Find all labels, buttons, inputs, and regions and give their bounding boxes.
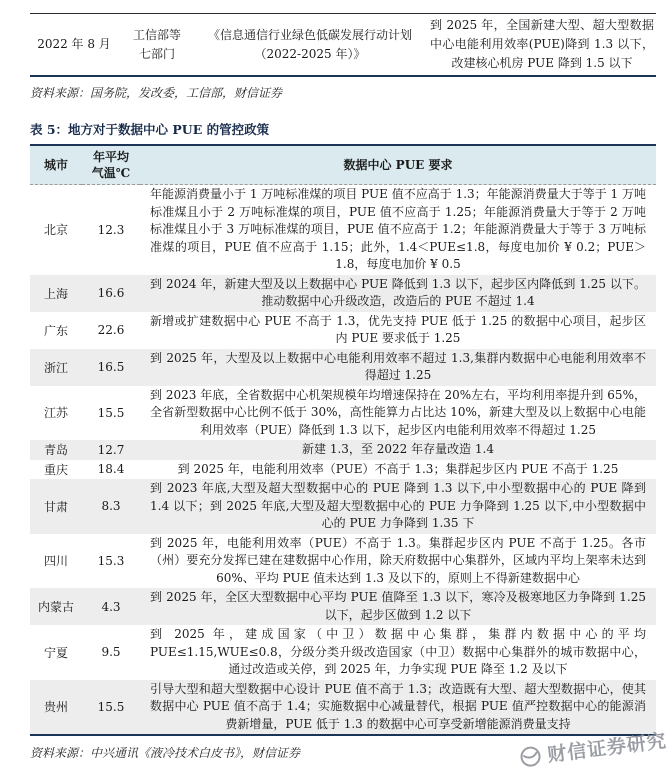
table-row [30, 440, 656, 460]
city-cell: 广东 [43, 323, 68, 338]
pue-requirement-cell: 到 2024 年，新建大型及以上数据中心 PUE 降低到 1.3 以下，起步区内降低到 1.25 以下。推动数据中心升级改造，改造后的 PUE 不超过 1.4 [150, 276, 646, 308]
city-cell: 甘肃 [43, 499, 68, 514]
header-temperature [82, 145, 140, 185]
header-city: 城市 [30, 145, 82, 185]
table-row [30, 588, 656, 625]
city-cell: 内蒙古 [37, 600, 74, 614]
temperature-cell: 22.6 [97, 323, 125, 337]
table5-title: 表 5：地方对于数据中心 PUE 的管控政策 [30, 122, 270, 137]
header-temp-line2: 气温℃ [91, 166, 131, 180]
policy-date-cell: 2022 年 8 月 [37, 37, 111, 51]
temperature-cell: 16.5 [97, 360, 125, 374]
header-row [30, 145, 656, 185]
temperature-cell: 15.5 [97, 699, 125, 714]
pue-requirement-cell: 到 2025 年，全区大型数据中心平均 PUE 值降至 1.3 以下，寒冷及极寒地区力争降到 1.25 以下，起步区做到 1.2 以下 [150, 590, 646, 622]
pue-requirement-cell: 到 2023 年底,大型及超大型数据中心的 PUE 降到 1.3 以下,中小型数据中心的 PUE 降到 1.4 以下；到 2025 年底,大型及超大型数据中心的 PUE 力争降到 1.25 以下,中小型数据中心的 PUE 力争降到 1.35 下 [150, 481, 646, 530]
pue-requirement-cell: 引导大型和超大型数据中心设计 PUE 值不高于 1.3；改造既有大型、超大型数据中心，使其数据中心 PUE 值不高于 1.4；实施数据中心减量替代，根据 PUE 值严控数据中心的能源消费新增量，PUE 低于 1.3 的数据中心可享受新增能源消费量支持 [150, 681, 646, 731]
table-row [30, 349, 656, 386]
temperature-cell: 8.3 [101, 499, 121, 514]
pue-requirement-cell: 到 2023 年底，全省数据中心机架规模年均增速保持在 20%左右，平均利用率提升到 65%，全省新型数据中心比例不低于 30%，高性能算力占比达 10%，新建大型及以上数据中心电能利用效率（PUE）降低到 1.3 以下，起步区内电能利用效率不得超过 1.25 [150, 387, 646, 437]
pue-policy-table [30, 144, 656, 736]
city-cell: 北京 [43, 223, 68, 238]
table-row [30, 185, 656, 275]
table-header [30, 145, 656, 185]
table-row [30, 275, 656, 312]
table-row [30, 680, 656, 736]
national-policy-table-fragment [30, 13, 656, 77]
temperature-cell: 4.3 [101, 599, 121, 614]
table-row [30, 312, 656, 349]
header-temp-line1: 年平均 [92, 150, 129, 164]
header-pue-requirement: 数据中心 PUE 要求 [140, 145, 656, 185]
city-cell: 重庆 [43, 462, 68, 477]
issuer-line1: 工信部等 [132, 27, 181, 42]
table-row [30, 479, 656, 534]
pue-requirement-cell: 到 2025 年，建成国家（中卫）数据中心集群，集群内数据中心的平均 PUE≤1.15,WUE≤0.8，分级分类升级改造国家（中卫）数据中心集群外的城市数据中心，通过改造或关停，到 2025 年，力争实现 PUE 降至 1.2 及以下 [150, 627, 646, 676]
city-cell: 四川 [43, 554, 68, 569]
source-note-top: 资料来源：国务院，发改委，工信部，财信证券 [30, 86, 283, 100]
city-cell: 浙江 [43, 360, 68, 375]
temperature-cell: 15.5 [97, 405, 125, 420]
table-row [30, 534, 656, 589]
watermark-text: 财信证券研究 [546, 729, 668, 767]
temperature-cell: 12.3 [97, 222, 125, 237]
source-note-bottom: 资料来源：中兴通讯《液冷技术白皮书》，财信证券 [30, 746, 301, 760]
pue-requirement-cell: 到 2025 年，电能利用效率（PUE）不高于 1.3；集群起步区内 PUE 不高于 1.25 [177, 461, 619, 476]
pue-requirement-cell: 到 2025 年，电能利用效率（PUE）不高于 1.3。集群起步区内 PUE 不高于 1.25。各市（州）要充分发挥已建在建数据中心作用，除天府数据中心集群外，区域内平均上架率未达到 60%、平均 PUE 值未达到 1.3 及以下的，原则上不得新建数据中心 [150, 535, 646, 585]
table-row [30, 386, 656, 441]
table-row [30, 14, 656, 75]
policy-title-cell: 《信息通信行业绿色低碳发展行动计划（2022-2025 年）》 [207, 27, 412, 61]
temperature-cell: 9.5 [101, 645, 121, 660]
issuer-line2: 七部门 [138, 46, 175, 61]
city-cell: 江苏 [43, 406, 68, 421]
table-row [30, 460, 656, 480]
pue-requirement-cell: 新增或扩建数据中心 PUE 不高于 1.3，优先支持 PUE 低于 1.25 的数据中心项目，起步区内 PUE 要求低于 1.25 [150, 313, 646, 345]
policy-content-cell: 到 2025 年，全国新建大型、超大型数据中心电能利用效率(PUE)降到 1.3 以下，改建核心机房 PUE 降到 1.5 以下 [430, 18, 654, 70]
pue-requirement-cell: 年能源消费量小于 1 万吨标准煤的项目 PUE 值不应高于 1.3；年能源消费量大于等于 1 万吨标准煤且小于 2 万吨标准煤的项目，PUE 值不应高于 1.25；年能源消费量大于等于 2 万吨标准煤且小于 3 万吨标准煤的项目，PUE 值不应高于 1.2；年能源消费量大于等于 3 万吨标准煤的项目，PUE 值不应高于 1.15；此外，1.4＜PUE≤1.8，每度电加价 ¥ 0.2；PUE＞1.8，每度电加价 ¥ 0.5 [150, 187, 646, 271]
city-cell: 青岛 [43, 443, 68, 458]
policy-table-body [30, 185, 656, 736]
city-cell: 宁夏 [43, 645, 68, 660]
pue-requirement-cell: 到 2025 年，大型及以上数据中心电能利用效率不超过 1.3,集群内数据中心电能利用效率不得超过 1.25 [150, 350, 646, 382]
temperature-cell: 15.3 [97, 553, 125, 568]
table-row [30, 625, 656, 680]
city-cell: 贵州 [43, 700, 68, 715]
city-cell: 上海 [43, 286, 68, 301]
policy-issuer-cell [118, 26, 196, 64]
pue-requirement-cell: 新建 1.3，至 2022 年存量改造 1.4 [302, 442, 494, 456]
temperature-cell: 16.6 [97, 286, 125, 300]
temperature-cell: 12.7 [97, 442, 125, 457]
temperature-cell: 18.4 [97, 462, 125, 477]
